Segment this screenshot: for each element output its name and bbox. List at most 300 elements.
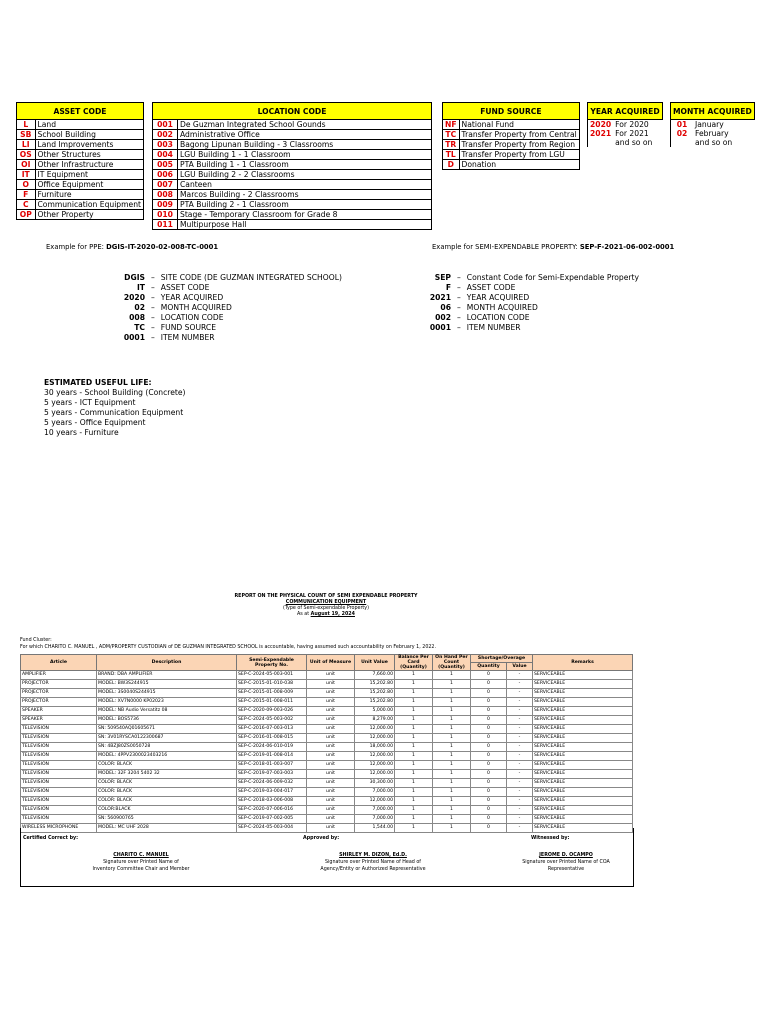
cell-onhand: 1 bbox=[433, 734, 471, 743]
cell-unit: unit bbox=[307, 752, 355, 761]
cell-remarks: SERVICEABLE bbox=[533, 788, 633, 797]
location-code: 007 bbox=[153, 180, 178, 190]
asset-description: Communication Equipment bbox=[35, 200, 144, 210]
cell-unit: unit bbox=[307, 779, 355, 788]
cell-remarks: SERVICEABLE bbox=[533, 770, 633, 779]
cell-no: SEP-C-2024-05-003-001 bbox=[237, 671, 307, 680]
month-row bbox=[671, 138, 755, 147]
cell-article: TELEVISION bbox=[21, 761, 97, 770]
table-row bbox=[21, 671, 633, 680]
sep-breakdown-meaning: LOCATION CODE bbox=[466, 313, 530, 322]
cell-desc: MODEL: 32F 3204 5402 32 bbox=[97, 770, 237, 779]
col-shortage: Shortage/Overage bbox=[471, 655, 533, 663]
approved-line2: Agency/Entity or Authorized Representative bbox=[320, 867, 426, 872]
cell-qty: 0 bbox=[471, 671, 507, 680]
cell-article: TELEVISION bbox=[21, 770, 97, 779]
cell-no: SEP-C-2018-01-003-007 bbox=[237, 761, 307, 770]
asset-row bbox=[17, 180, 144, 190]
witnessed-line2: Representative bbox=[547, 867, 585, 872]
cell-desc: BRAND: DBA AMPLIFIER bbox=[97, 671, 237, 680]
cell-bal: 1 bbox=[395, 716, 433, 725]
fund-cluster: Fund Cluster: bbox=[20, 638, 52, 643]
cell-unit: unit bbox=[307, 761, 355, 770]
asset-code: OI bbox=[17, 160, 36, 170]
year-acquired-header: YEAR ACQUIRED bbox=[588, 103, 663, 120]
sep-breakdown-meaning: Constant Code for Semi-Expendable Property bbox=[466, 273, 640, 282]
sep-breakdown-key: 002 bbox=[435, 313, 451, 322]
asset-description: Other Infrastructure bbox=[35, 160, 144, 170]
location-description: Stage - Temporary Classroom for Grade 8 bbox=[178, 210, 432, 220]
cell-no: SEP-C-2019-07-003-003 bbox=[237, 770, 307, 779]
cell-onhand: 1 bbox=[433, 761, 471, 770]
cell-unit: unit bbox=[307, 824, 355, 833]
asset-description: Furniture bbox=[35, 190, 144, 200]
cell-remarks: SERVICEABLE bbox=[533, 815, 633, 824]
cell-article: SPEAKER bbox=[21, 716, 97, 725]
month-row bbox=[671, 120, 755, 130]
ppe-breakdown bbox=[112, 273, 345, 343]
month-acquired-header: MONTH ACQUIRED bbox=[671, 103, 755, 120]
asset-row bbox=[17, 170, 144, 180]
cell-bal: 1 bbox=[395, 824, 433, 833]
cell-onhand: 1 bbox=[433, 779, 471, 788]
cell-no: SEP-C-2020-07-006-016 bbox=[237, 806, 307, 815]
fund-source-table bbox=[442, 102, 580, 170]
ppe-breakdown-row bbox=[112, 333, 345, 343]
sep-breakdown bbox=[418, 273, 642, 333]
asset-code: IT bbox=[17, 170, 36, 180]
cell-desc: SN: 3V01RYSCA0122300687 bbox=[97, 734, 237, 743]
location-code-header: LOCATION CODE bbox=[153, 103, 432, 120]
cell-qty: 0 bbox=[471, 815, 507, 824]
ppe-breakdown-key: 0001 bbox=[123, 333, 145, 342]
cell-val: - bbox=[507, 806, 533, 815]
col-unit-value: Unit Value bbox=[355, 655, 395, 671]
cell-bal: 1 bbox=[395, 788, 433, 797]
cell-onhand: 1 bbox=[433, 815, 471, 824]
fund-description: Transfer Property from Region bbox=[459, 140, 579, 150]
asset-code-header: ASSET CODE bbox=[17, 103, 144, 120]
cell-article: TELEVISION bbox=[21, 788, 97, 797]
cell-no: SEP-C-2024-05-003-004 bbox=[237, 824, 307, 833]
table-row bbox=[21, 734, 633, 743]
fund-source-header: FUND SOURCE bbox=[443, 103, 580, 120]
table-row bbox=[21, 707, 633, 716]
approved-signatory bbox=[283, 852, 463, 873]
asset-code: F bbox=[17, 190, 36, 200]
asset-code: L bbox=[17, 120, 36, 130]
year-code: 2020 bbox=[588, 120, 614, 130]
sep-breakdown-meaning: YEAR ACQUIRED bbox=[466, 293, 530, 302]
cell-qty: 0 bbox=[471, 743, 507, 752]
location-description: Bagong Lipunan Building - 3 Classrooms bbox=[178, 140, 432, 150]
cell-desc: COLOR: BLACK bbox=[97, 797, 237, 806]
ppe-breakdown-dash: – bbox=[151, 303, 155, 312]
cell-qty: 0 bbox=[471, 707, 507, 716]
cell-val: - bbox=[507, 680, 533, 689]
ppe-breakdown-meaning: YEAR ACQUIRED bbox=[160, 293, 224, 302]
col-unit: Unit of Measure bbox=[307, 655, 355, 671]
location-code: 002 bbox=[153, 130, 178, 140]
table-row bbox=[21, 698, 633, 707]
month-row bbox=[671, 129, 755, 138]
cell-remarks: SERVICEABLE bbox=[533, 671, 633, 680]
cell-value: 7,660.00 bbox=[355, 671, 395, 680]
location-code: 011 bbox=[153, 220, 178, 230]
sep-breakdown-key: SEP bbox=[434, 273, 451, 282]
asset-row bbox=[17, 150, 144, 160]
cell-remarks: SERVICEABLE bbox=[533, 797, 633, 806]
cell-unit: unit bbox=[307, 770, 355, 779]
cell-qty: 0 bbox=[471, 806, 507, 815]
cell-value: 1,544.00 bbox=[355, 824, 395, 833]
cell-unit: unit bbox=[307, 788, 355, 797]
cell-desc: MODEL: BOS5736 bbox=[97, 716, 237, 725]
cell-bal: 1 bbox=[395, 752, 433, 761]
table-row bbox=[21, 680, 633, 689]
cell-val: - bbox=[507, 788, 533, 797]
sep-breakdown-meaning: MONTH ACQUIRED bbox=[466, 303, 538, 312]
ppe-breakdown-key: 02 bbox=[134, 303, 145, 312]
fund-description: Transfer Property from Central bbox=[459, 130, 579, 140]
table-row bbox=[21, 725, 633, 734]
cell-no: SEP-C-2016-07-003-013 bbox=[237, 725, 307, 734]
cell-onhand: 1 bbox=[433, 680, 471, 689]
month-code: 01 bbox=[671, 120, 694, 130]
cell-no: SEP-C-2016-01-008-015 bbox=[237, 734, 307, 743]
cell-val: - bbox=[507, 752, 533, 761]
cell-desc: COLOR: BLACK bbox=[97, 779, 237, 788]
useful-life-item: 5 years - Office Equipment bbox=[44, 418, 146, 427]
cell-value: 15,202.80 bbox=[355, 698, 395, 707]
cell-val: - bbox=[507, 698, 533, 707]
table-row bbox=[21, 797, 633, 806]
location-row bbox=[153, 190, 432, 200]
sep-breakdown-key: F bbox=[445, 283, 451, 292]
asset-row bbox=[17, 140, 144, 150]
cell-article: TELEVISION bbox=[21, 779, 97, 788]
cell-onhand: 1 bbox=[433, 743, 471, 752]
location-code-table bbox=[152, 102, 432, 230]
report-type-note: (Type of Semi-expendable Property) bbox=[282, 606, 370, 611]
table-row bbox=[21, 743, 633, 752]
example-ppe-label: Example for PPE: bbox=[46, 243, 107, 251]
cell-onhand: 1 bbox=[433, 689, 471, 698]
ppe-breakdown-row bbox=[112, 303, 345, 313]
cell-no: SEP-C-2018-03-006-008 bbox=[237, 797, 307, 806]
fund-code: D bbox=[443, 160, 460, 170]
ppe-breakdown-key: IT bbox=[136, 283, 145, 292]
location-row bbox=[153, 180, 432, 190]
cell-desc: SN: 509540AQ01605671 bbox=[97, 725, 237, 734]
report-category: COMMUNICATION EQUIPMENT bbox=[285, 600, 367, 605]
cell-no: SEP-C-2015-01-010-038 bbox=[237, 680, 307, 689]
cell-unit: unit bbox=[307, 734, 355, 743]
sep-breakdown-row bbox=[418, 323, 642, 333]
cell-onhand: 1 bbox=[433, 707, 471, 716]
cell-article: SPEAKER bbox=[21, 707, 97, 716]
cell-no: SEP-C-2019-03-004-017 bbox=[237, 788, 307, 797]
table-row bbox=[21, 770, 633, 779]
cell-article: TELEVISION bbox=[21, 725, 97, 734]
cell-bal: 1 bbox=[395, 725, 433, 734]
cell-qty: 0 bbox=[471, 797, 507, 806]
cell-value: 7,000.00 bbox=[355, 815, 395, 824]
sep-breakdown-row bbox=[418, 293, 642, 303]
cell-onhand: 1 bbox=[433, 824, 471, 833]
cell-article: TELEVISION bbox=[21, 806, 97, 815]
col-article: Article bbox=[21, 655, 97, 671]
cell-bal: 1 bbox=[395, 806, 433, 815]
month-code bbox=[671, 138, 694, 147]
asset-row bbox=[17, 200, 144, 210]
cell-value: 12,000.00 bbox=[355, 761, 395, 770]
cell-value: 30,300.00 bbox=[355, 779, 395, 788]
cell-value: 5,000.00 bbox=[355, 707, 395, 716]
year-row bbox=[588, 138, 663, 147]
asset-code: OP bbox=[17, 210, 36, 220]
report-title: REPORT ON THE PHYSICAL COUNT OF SEMI EXPENDABLE PROPERTY bbox=[234, 594, 418, 599]
cell-article: TELEVISION bbox=[21, 743, 97, 752]
location-description: PTA Building 1 - 1 Classroom bbox=[178, 160, 432, 170]
certified-line1: Signature over Printed Name of bbox=[103, 860, 179, 865]
cell-unit: unit bbox=[307, 671, 355, 680]
col-balance: Balance Per Card (Quantity) bbox=[395, 655, 433, 671]
cell-unit: unit bbox=[307, 797, 355, 806]
ppe-breakdown-dash: – bbox=[151, 333, 155, 342]
cell-unit: unit bbox=[307, 689, 355, 698]
cell-article: TELEVISION bbox=[21, 752, 97, 761]
cell-onhand: 1 bbox=[433, 671, 471, 680]
ppe-breakdown-row bbox=[112, 313, 345, 323]
signature-block bbox=[20, 828, 634, 887]
cell-val: - bbox=[507, 689, 533, 698]
cell-val: - bbox=[507, 743, 533, 752]
location-row bbox=[153, 170, 432, 180]
cell-remarks: SERVICEABLE bbox=[533, 761, 633, 770]
cell-val: - bbox=[507, 671, 533, 680]
cell-desc: SN: 560900765 bbox=[97, 815, 237, 824]
cell-bal: 1 bbox=[395, 743, 433, 752]
asset-row bbox=[17, 130, 144, 140]
cell-value: 7,000.00 bbox=[355, 806, 395, 815]
cell-remarks: SERVICEABLE bbox=[533, 680, 633, 689]
table-row bbox=[21, 689, 633, 698]
witnessed-line1: Signature over Printed Name of COA bbox=[522, 860, 610, 865]
certified-label: Certified Correct by: bbox=[23, 836, 79, 841]
example-sep bbox=[432, 243, 674, 251]
useful-life-item: 30 years - School Building (Concrete) bbox=[44, 388, 186, 397]
cell-onhand: 1 bbox=[433, 698, 471, 707]
location-row bbox=[153, 130, 432, 140]
useful-life-item: 5 years - ICT Equipment bbox=[44, 398, 136, 407]
sep-breakdown-row bbox=[418, 273, 642, 283]
useful-life-item: 5 years - Communication Equipment bbox=[44, 408, 184, 417]
table-row bbox=[21, 761, 633, 770]
cell-qty: 0 bbox=[471, 680, 507, 689]
cell-qty: 0 bbox=[471, 698, 507, 707]
cell-bal: 1 bbox=[395, 779, 433, 788]
cell-value: 12,000.00 bbox=[355, 770, 395, 779]
location-code: 004 bbox=[153, 150, 178, 160]
year-row bbox=[588, 129, 663, 138]
cell-remarks: SERVICEABLE bbox=[533, 824, 633, 833]
cell-bal: 1 bbox=[395, 797, 433, 806]
cell-no: SEP-C-2024-06-010-019 bbox=[237, 743, 307, 752]
cell-unit: unit bbox=[307, 725, 355, 734]
sep-breakdown-key: 2021 bbox=[429, 293, 451, 302]
sep-breakdown-key: 0001 bbox=[429, 323, 451, 332]
location-row bbox=[153, 160, 432, 170]
cell-remarks: SERVICEABLE bbox=[533, 716, 633, 725]
cell-onhand: 1 bbox=[433, 797, 471, 806]
ppe-breakdown-meaning: SITE CODE (DE GUZMAN INTEGRATED SCHOOL) bbox=[160, 273, 342, 282]
location-code: 003 bbox=[153, 140, 178, 150]
location-code: 006 bbox=[153, 170, 178, 180]
table-row bbox=[21, 815, 633, 824]
col-remarks: Remarks bbox=[533, 655, 633, 671]
location-description: Canteen bbox=[178, 180, 432, 190]
cell-value: 12,000.00 bbox=[355, 734, 395, 743]
useful-life bbox=[44, 378, 186, 438]
as-at-label: As at bbox=[297, 612, 311, 617]
cell-val: - bbox=[507, 824, 533, 833]
table-row bbox=[21, 806, 633, 815]
cell-qty: 0 bbox=[471, 689, 507, 698]
cell-article: TELEVISION bbox=[21, 815, 97, 824]
cell-remarks: SERVICEABLE bbox=[533, 743, 633, 752]
cell-remarks: SERVICEABLE bbox=[533, 752, 633, 761]
cell-value: 12,000.00 bbox=[355, 752, 395, 761]
year-code bbox=[588, 138, 614, 147]
example-ppe bbox=[46, 243, 218, 251]
useful-life-title: ESTIMATED USEFUL LIFE: bbox=[44, 378, 152, 387]
cell-article: TELEVISION bbox=[21, 797, 97, 806]
col-property-no: Semi-Expendable Property No. bbox=[237, 655, 307, 671]
location-row bbox=[153, 210, 432, 220]
cell-value: 7,000.00 bbox=[355, 788, 395, 797]
cell-remarks: SERVICEABLE bbox=[533, 698, 633, 707]
cell-no: SEP-C-2015-01-008-011 bbox=[237, 698, 307, 707]
sep-breakdown-row bbox=[418, 303, 642, 313]
location-description: LGU Building 1 - 1 Classroom bbox=[178, 150, 432, 160]
cell-val: - bbox=[507, 716, 533, 725]
asset-row bbox=[17, 190, 144, 200]
location-description: Administrative Office bbox=[178, 130, 432, 140]
fund-row bbox=[443, 130, 580, 140]
cell-onhand: 1 bbox=[433, 806, 471, 815]
location-row bbox=[153, 200, 432, 210]
sep-breakdown-dash: – bbox=[457, 303, 461, 312]
table-row bbox=[21, 752, 633, 761]
ppe-breakdown-dash: – bbox=[151, 273, 155, 282]
ppe-breakdown-row bbox=[112, 323, 345, 333]
ppe-breakdown-row bbox=[112, 283, 345, 293]
month-description: and so on bbox=[695, 138, 733, 147]
cell-value: 18,000.00 bbox=[355, 743, 395, 752]
table-row bbox=[21, 779, 633, 788]
fund-row bbox=[443, 140, 580, 150]
cell-onhand: 1 bbox=[433, 725, 471, 734]
cell-bal: 1 bbox=[395, 734, 433, 743]
certified-name: CHARITO C. MANUEL bbox=[113, 853, 169, 858]
asset-code: C bbox=[17, 200, 36, 210]
sep-breakdown-dash: – bbox=[457, 323, 461, 332]
cell-qty: 0 bbox=[471, 770, 507, 779]
year-code: 2021 bbox=[588, 129, 614, 138]
example-sep-value: SEP-F-2021-06-002-0001 bbox=[579, 243, 675, 251]
cell-value: 12,000.00 bbox=[355, 725, 395, 734]
report-table bbox=[20, 654, 633, 833]
fund-row bbox=[443, 120, 580, 130]
cell-bal: 1 bbox=[395, 671, 433, 680]
location-description: LGU Building 2 - 2 Classrooms bbox=[178, 170, 432, 180]
cell-article: PROJECTOR bbox=[21, 689, 97, 698]
ppe-breakdown-key: 2020 bbox=[123, 293, 145, 302]
cell-qty: 0 bbox=[471, 752, 507, 761]
cell-bal: 1 bbox=[395, 761, 433, 770]
fund-description: Donation bbox=[459, 160, 579, 170]
cell-onhand: 1 bbox=[433, 788, 471, 797]
ppe-breakdown-key: TC bbox=[134, 323, 145, 332]
cell-unit: unit bbox=[307, 815, 355, 824]
cell-val: - bbox=[507, 707, 533, 716]
cell-desc: MODEL: NB Audio Versatitz 08 bbox=[97, 707, 237, 716]
col-shortage-qty: Quantity bbox=[471, 663, 507, 671]
location-description: Multipurpose Hall bbox=[178, 220, 432, 230]
table-row bbox=[21, 788, 633, 797]
cell-qty: 0 bbox=[471, 734, 507, 743]
fund-row bbox=[443, 160, 580, 170]
asset-code: SB bbox=[17, 130, 36, 140]
cell-article: PROJECTOR bbox=[21, 698, 97, 707]
cell-desc: COLOR:BLACK bbox=[97, 806, 237, 815]
ppe-breakdown-meaning: ITEM NUMBER bbox=[160, 333, 215, 342]
cell-unit: unit bbox=[307, 743, 355, 752]
cell-no: SEP-C-2019-01-008-014 bbox=[237, 752, 307, 761]
cell-value: 12,000.00 bbox=[355, 797, 395, 806]
cell-article: WIRELESS MICROPHONE bbox=[21, 824, 97, 833]
certified-line2: Inventory Committee Chair and Member bbox=[92, 867, 190, 872]
year-description: For 2020 bbox=[615, 120, 649, 129]
sep-breakdown-dash: – bbox=[457, 313, 461, 322]
cell-onhand: 1 bbox=[433, 752, 471, 761]
asset-description: Other Property bbox=[35, 210, 144, 220]
ppe-breakdown-meaning: MONTH ACQUIRED bbox=[160, 303, 232, 312]
cell-article: PROJECTOR bbox=[21, 680, 97, 689]
asset-description: Office Equipment bbox=[35, 180, 144, 190]
location-code: 009 bbox=[153, 200, 178, 210]
approved-label: Approved by: bbox=[303, 836, 340, 841]
location-row bbox=[153, 220, 432, 230]
asset-description: Land bbox=[35, 120, 144, 130]
witnessed-label: Witnessed by: bbox=[531, 836, 570, 841]
fund-code: NF bbox=[443, 120, 460, 130]
col-shortage-value: Value bbox=[507, 663, 533, 671]
approved-line1: Signature over Printed Name of Head of bbox=[325, 860, 421, 865]
location-row bbox=[153, 150, 432, 160]
year-acquired-table bbox=[587, 102, 663, 147]
fund-description: Transfer Property from LGU bbox=[459, 150, 579, 160]
ppe-breakdown-meaning: LOCATION CODE bbox=[160, 313, 224, 322]
cell-desc: MODEL: BW3S244915 bbox=[97, 680, 237, 689]
cell-val: - bbox=[507, 770, 533, 779]
cell-remarks: SERVICEABLE bbox=[533, 734, 633, 743]
cell-no: SEP-C-2024-06-009-032 bbox=[237, 779, 307, 788]
sep-breakdown-row bbox=[418, 283, 642, 293]
asset-row bbox=[17, 210, 144, 220]
month-description: February bbox=[695, 129, 729, 138]
